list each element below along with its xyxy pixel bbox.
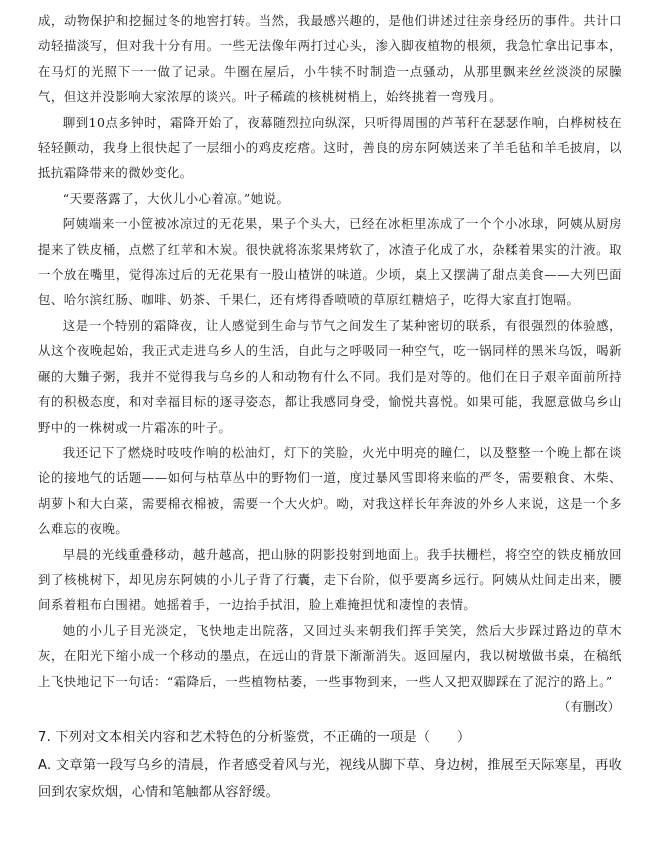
passage-paragraph-5: 这是一个特别的霜降夜，让人感觉到生命与节气之间发生了某种密切的联系，有很强烈的体验感，从这个夜晚起始，我正式走进乌乡人的生活，自此与之呼吸同一种空气，吃一锅同样的黑米乌饭，喝新碾的大麯子粥，我并不觉得我与乌乡的人和动物有什么不同。我们是对等的。他们在日子艰辛面前所持有的积极态度，和对幸福目标的逐寻姿态，都让我感同身受，愉悦共喜悦。如果可能，我愿意做乌乡山野中的一株树或一片霜冻的叶子。 [38,317,622,435]
passage-paragraph-2: 聊到10点多钟时，霜降开始了，夜幕随烈拉向纵深，只听得周围的芦苇秆在瑟瑟作响，白桦树枝在轻轻颤动，我身上很快起了一层细小的鸡皮疙瘩。这时，善良的房东阿姨送来了羊毛毡和羊毛披肩，以抵抗霜降带来的微妙变化。 [38,114,622,181]
option-a[interactable]: A. 文章第一段写乌乡的清晨，作者感受着风与光，视线从脚下草、身边树，推展至天际寒星，再收回到农家炊烟，心情和笔触都从容舒缓。 [38,757,622,800]
passage-paragraph-1: 成，动物保护和挖掘过冬的地窖打转。当然，我最感兴趣的，是他们讲述过往亲身经历的事件。共计口动轻描淡写，但对我十分有用。一些无法像年两打过心头，渗入脚夜植物的根须，我急忙拿出记事本，在马灯的光照下一一做了记录。牛圈在屋后，小牛犊不时制造一点骚动，从那里飘来丝丝淡淡的尿臊气，但这并没影响大家浓厚的谈兴。叶子稀疏的核桃树梢上，始终挑着一弯残月。 [38,13,622,105]
passage-paragraph-3: “天要落露了，大伙儿小心着凉。”她说。 [62,190,290,206]
passage-paragraph-7: 早晨的光线重叠移动，越升越高，把山脉的阴影投射到地面上。我手扶栅栏，将空空的铁皮桶放回到了核桃树下，却见房东阿姨的小儿子背了行囊，走下台阶，似乎要离乡远行。阿姨从灶间走出来，腰间系着粗布白围裙。她摇着手，一边抬手拭泪，脸上难掩担忧和凄惶的表情。 [38,546,622,613]
passage-paragraph-6: 我还记下了燃烧时吱吱作响的松油灯，灯下的笑脸，火光中明亮的瞳仁，以及整整一个晚上都在谈论的接地气的话题——如何与枯草丛中的野物们一道，度过暴风雪即将来临的严冬，需要粮食、木柴、胡萝卜和大白菜，需要棉衣棉被，需要一个大火炉。呦，对我这样长年奔波的外乡人来说，这是一个多么难忘的夜晚。 [38,444,622,537]
question-stem: 7. 下列对文本相关内容和艺术特色的分析鉴赏，不正确的一项是（ ） [38,729,471,745]
source-note: （有删改） [558,698,620,714]
passage-paragraph-4: 阿姨端来一小筐被冰凉过的无花果，果子个头大，已经在冰柜里冻成了一个个小冰球，阿姨从厨房提来了铁皮桶，点燃了红苹和木炭。很快就将冻浆果烤软了，冰渣子化成了水，杂糅着果实的汁液。取一个放在嘴里，觉得冻过后的无花果有一股山楂饼的味道。少顷，桌上又摆满了甜点美食——大列巴面包、哈尔滨红肠、咖啡、奶茶、千果仁，还有烤得香喷喷的草原红糖焙子，吃得大家直打饱嗝。 [38,216,622,308]
passage-paragraph-8: 她的小儿子目光淡定，飞快地走出院落，又回过头来朝我们挥手笑笑，然后大步踩过路边的草木灰，在阳光下缩小成一个移动的墨点，在远山的背景下渐渐消失。返回屋内，我以树墩做书桌，在稿纸上飞快地记下一句话：“霜降后，一些植物枯萎，一些事物到来，一些人又把双脚踩在了泥泞的路上。” [38,622,622,689]
